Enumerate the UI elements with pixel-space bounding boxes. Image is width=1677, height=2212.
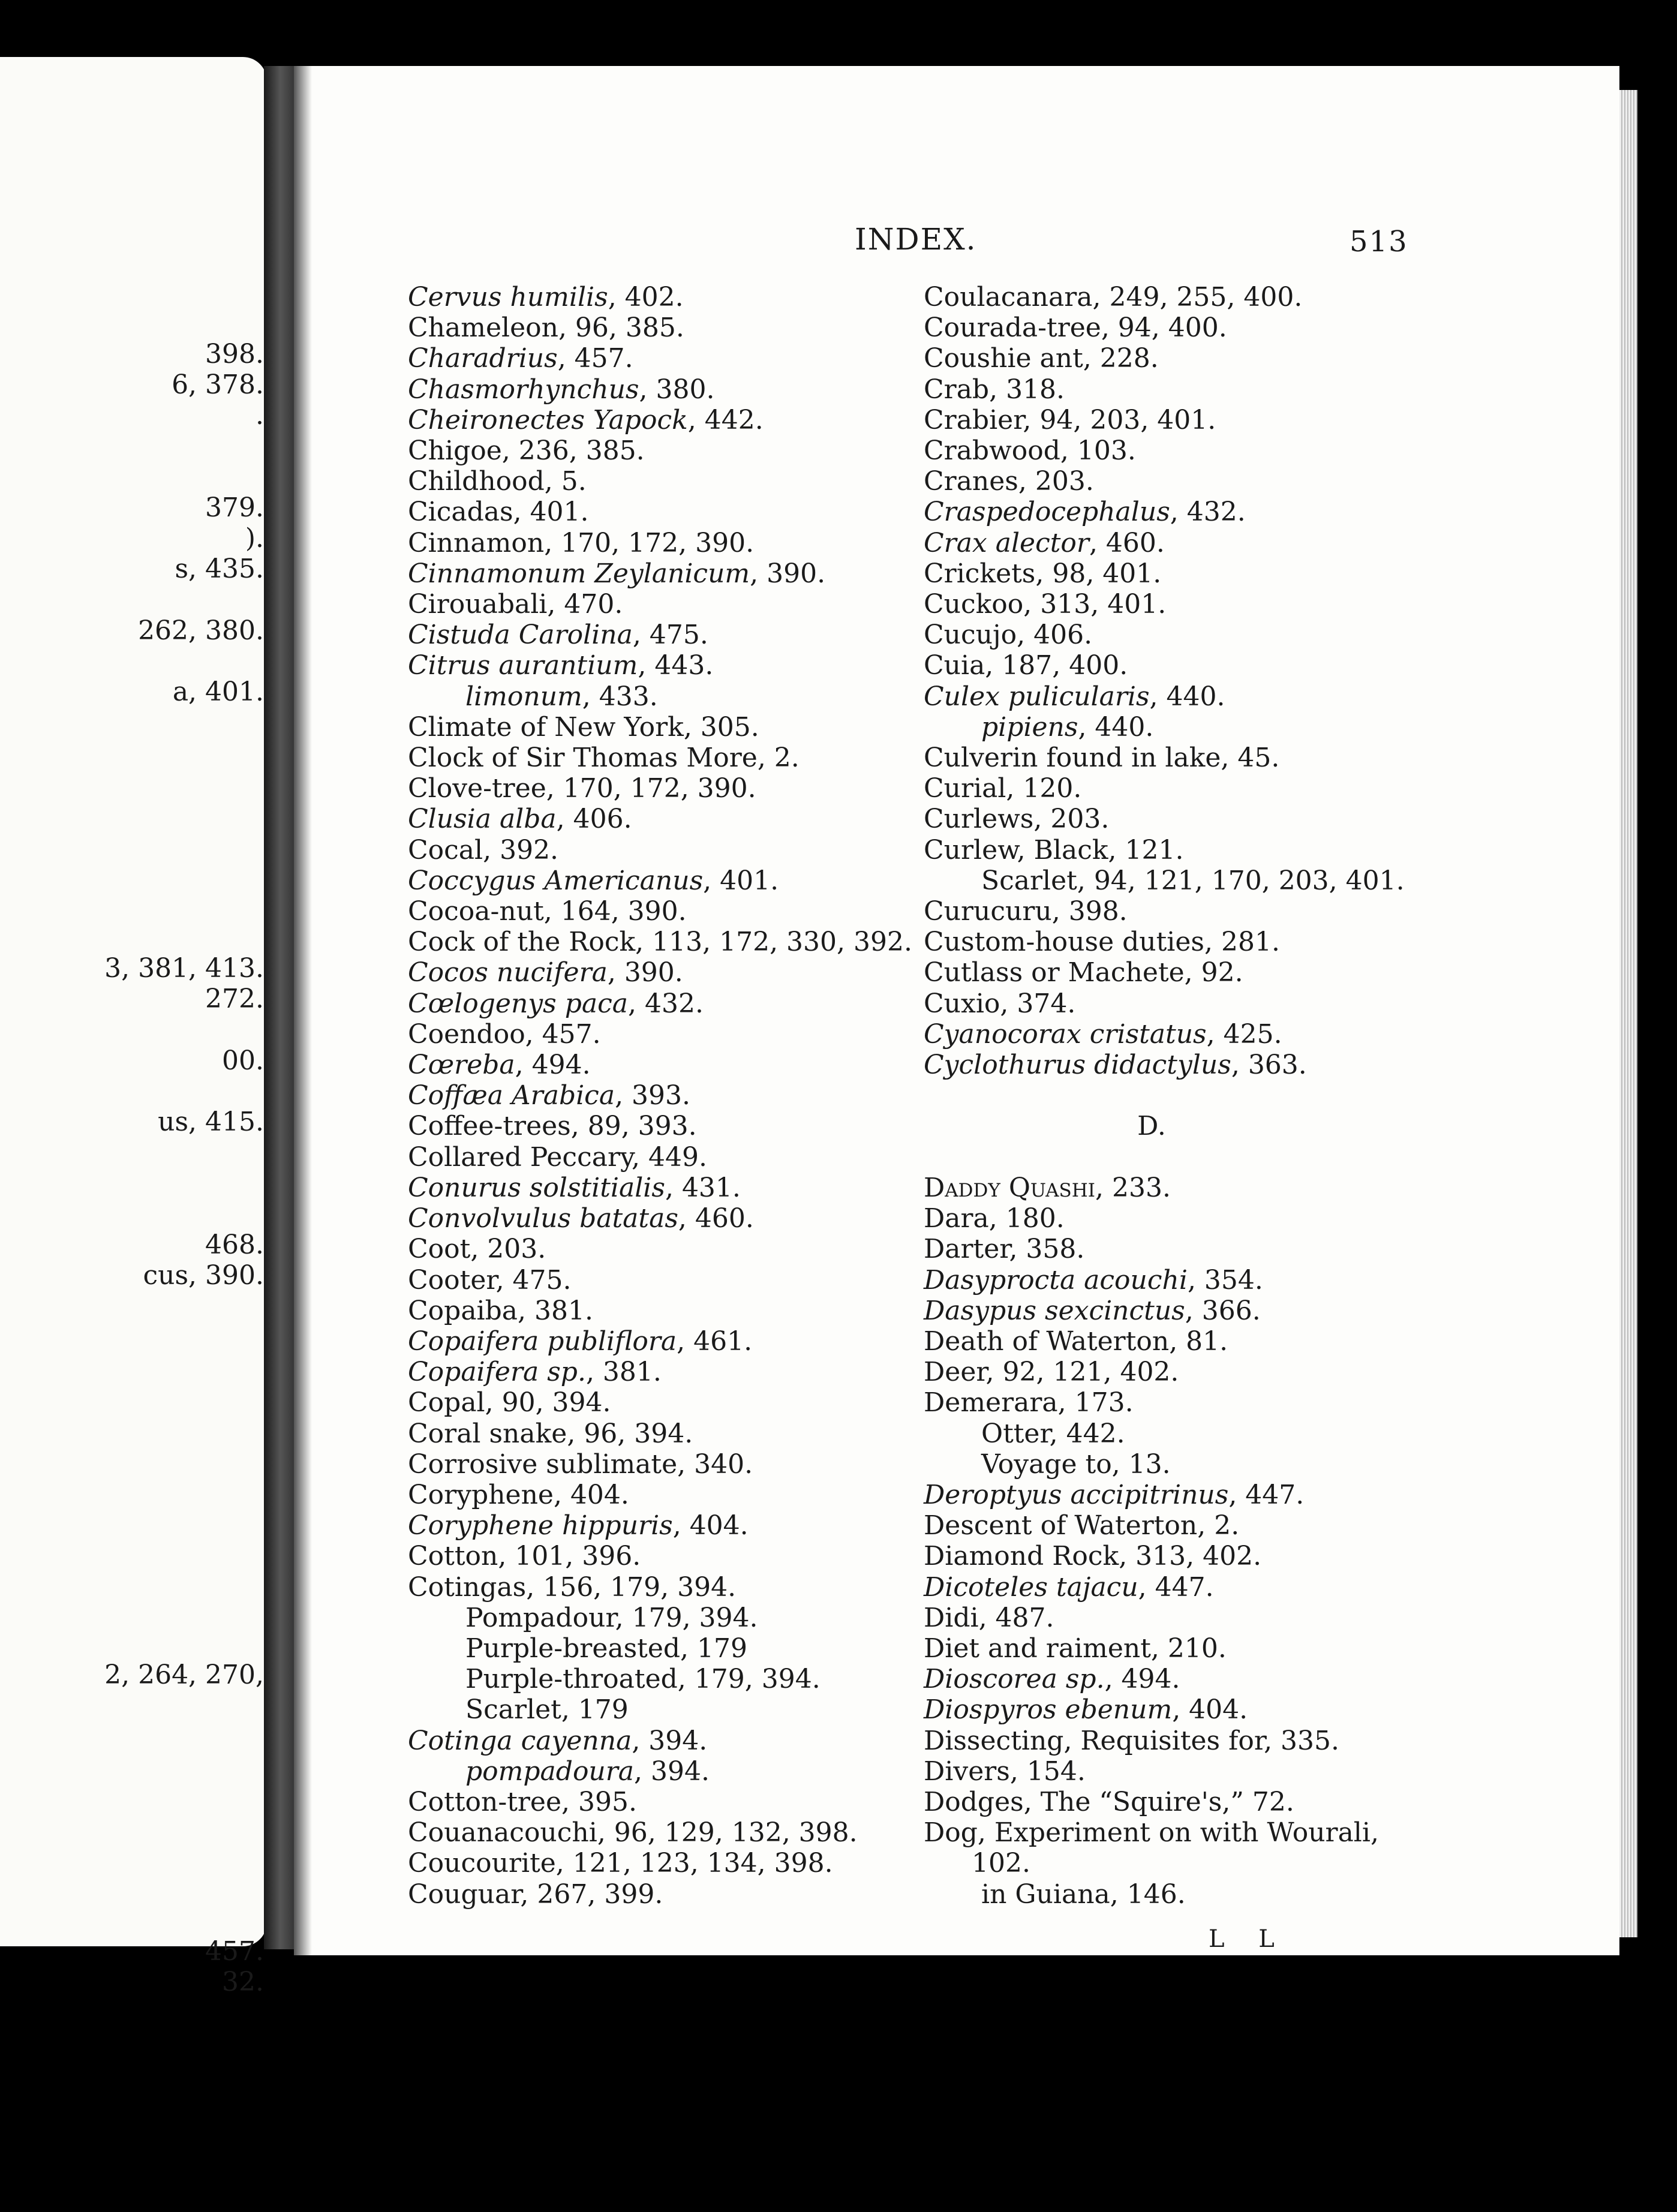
index-entry: Coral snake, 96, 394. — [408, 1418, 693, 1449]
index-entry: Diamond Rock, 313, 402. — [924, 1541, 1262, 1572]
entry-term-italic: Culex pulicularis — [924, 681, 1150, 712]
left-fragment — [0, 1813, 264, 1844]
entry-pages: , 440. — [1078, 711, 1154, 743]
signature-mark: L L — [1209, 1925, 1288, 1953]
index-entry: Clove-tree, 170, 172, 390. — [408, 773, 756, 804]
left-fragment: cus, 390. — [143, 1260, 264, 1291]
entry-pages: , 363. — [1231, 1050, 1307, 1081]
left-fragment: 398. — [205, 339, 264, 369]
index-entry: Culverin found in lake, 45. — [924, 743, 1280, 774]
left-fragment — [0, 585, 264, 615]
index-entry: Coendoo, 457. — [408, 1018, 601, 1050]
index-entry — [408, 1080, 912, 1111]
entry-pages: , 442. — [687, 404, 764, 435]
index-entry — [408, 1203, 912, 1234]
entry-pages: , 394. — [634, 1756, 710, 1787]
left-fragment — [0, 1506, 264, 1537]
index-entry: Cocoa-nut, 164, 390. — [408, 896, 687, 927]
left-fragment — [0, 1567, 264, 1598]
index-entry — [408, 405, 912, 435]
entry-pages: , 380. — [639, 374, 715, 405]
entry-pages: , 447. — [1138, 1571, 1214, 1603]
left-fragment — [0, 892, 264, 922]
index-entry — [924, 1080, 1405, 1111]
index-entry: Crabwood, 103. — [924, 435, 1136, 467]
left-fragment — [0, 1721, 264, 1751]
index-entry: Cutlass or Machete, 92. — [924, 957, 1243, 988]
entry-term-italic: Cistuda Carolina — [408, 620, 633, 651]
index-entry: Cucujo, 406. — [924, 620, 1093, 651]
index-entry: Courada-tree, 94, 400. — [924, 312, 1227, 344]
index-entry: Cotingas, 156, 179, 394. — [408, 1571, 737, 1603]
entry-pages: , 494. — [515, 1050, 591, 1081]
index-entry: Coulacanara, 249, 255, 400. — [924, 282, 1303, 312]
index-entry: Curlews, 203. — [924, 804, 1110, 835]
index-entry: Childhood, 5. — [408, 466, 587, 497]
entry-term-italic: Copaifera publiflora — [408, 1326, 677, 1357]
index-entry: Descent of Waterton, 2. — [924, 1510, 1240, 1541]
index-entry: Cicadas, 401. — [408, 497, 589, 528]
left-fragment: 2, 264, 270, — [104, 1659, 264, 1690]
entry-pages: , 390. — [750, 558, 826, 589]
index-entry — [924, 1296, 1405, 1326]
index-entry — [408, 620, 912, 650]
index-entry: Coot, 203. — [408, 1234, 546, 1265]
gutter-shadow — [294, 66, 312, 1955]
page-number: 513 — [1350, 225, 1408, 259]
left-fragment: . — [256, 400, 264, 431]
entry-term-italic: Dasyprocta acouchi — [924, 1264, 1188, 1296]
left-fragment: ). — [245, 523, 264, 554]
index-entry — [924, 1694, 1405, 1725]
index-entry — [924, 1664, 1405, 1694]
left-fragment: 468. — [205, 1229, 264, 1260]
index-entry: Darter, 358. — [924, 1234, 1085, 1265]
left-fragment: s, 435. — [175, 554, 264, 585]
left-fragment: 3, 381, 413. — [104, 953, 264, 984]
entry-term-italic: Citrus aurantium — [408, 650, 638, 681]
entry-pages: , 475. — [632, 620, 708, 651]
index-entry: Didi, 487. — [924, 1602, 1054, 1633]
index-entry: in Guiana, 146. — [981, 1879, 1186, 1910]
index-entry: Copal, 90, 394. — [408, 1387, 611, 1418]
index-entry: Cock of the Rock, 113, 172, 330, 392. — [408, 927, 912, 958]
left-fragment — [0, 861, 264, 891]
index-entry: Curial, 120. — [924, 773, 1082, 804]
index-entry: Cotton-tree, 395. — [408, 1786, 637, 1817]
index-entry: Coryphene, 404. — [408, 1479, 629, 1510]
index-entry: Cocal, 392. — [408, 834, 559, 865]
entry-pages: , 432. — [1170, 497, 1246, 528]
left-fragment — [0, 1291, 264, 1321]
entry-term-italic: Coccygus Americanus — [408, 865, 704, 896]
left-fragment — [0, 830, 264, 861]
index-entry: 102. — [972, 1848, 1030, 1879]
left-fragment — [0, 1874, 264, 1905]
entry-term-smallcaps: Daddy Quashi — [924, 1172, 1095, 1203]
index-entry: Death of Waterton, 81. — [924, 1326, 1228, 1357]
index-entry — [924, 681, 1405, 712]
index-entry — [408, 1510, 912, 1541]
index-column-1 — [408, 282, 912, 1910]
left-fragment: a, 401. — [172, 677, 264, 708]
index-entry — [924, 1480, 1405, 1510]
left-fragment — [0, 1598, 264, 1628]
left-fragment: 272. — [205, 984, 264, 1015]
index-entry: Deer, 92, 121, 402. — [924, 1357, 1179, 1388]
entry-term-italic: Clusia alba — [408, 804, 557, 835]
left-fragment — [0, 646, 264, 677]
entry-term-italic: Convolvulus batatas — [408, 1203, 678, 1234]
index-entry: Cirouabali, 470. — [408, 589, 623, 620]
entry-term-italic: Deroptyus accipitrinus — [924, 1479, 1229, 1510]
entry-pages: , 402. — [608, 282, 684, 312]
entry-term-italic: Cotinga cayenna — [408, 1725, 632, 1756]
entry-term-italic: pipiens — [981, 711, 1078, 743]
index-entry: Scarlet, 94, 121, 170, 203, 401. — [981, 865, 1405, 896]
entry-term-italic: Coryphene hippuris — [408, 1510, 673, 1541]
entry-pages: , 443. — [638, 650, 714, 681]
index-entry — [408, 988, 912, 1019]
index-entry: Collared Peccary, 449. — [408, 1141, 707, 1173]
left-fragment — [0, 1199, 264, 1230]
left-fragment — [0, 1629, 264, 1660]
left-fragment — [0, 1168, 264, 1198]
entry-pages: , 354. — [1187, 1264, 1263, 1296]
entry-pages: , 233. — [1095, 1172, 1171, 1203]
index-entry: Curucuru, 398. — [924, 896, 1128, 927]
entry-pages: , 461. — [677, 1326, 753, 1357]
entry-pages: , 406. — [556, 804, 632, 835]
index-entry: Curlew, Black, 121. — [924, 834, 1184, 865]
index-entry: Chameleon, 96, 385. — [408, 312, 684, 344]
entry-term-italic: Dasypus sexcinctus — [924, 1295, 1185, 1326]
entry-term-italic: Diospyros ebenum — [924, 1694, 1173, 1726]
entry-term-italic: Chasmorhynchus — [408, 374, 639, 405]
index-entry: Cinnamon, 170, 172, 390. — [408, 527, 755, 558]
left-fragment: 32. — [222, 1966, 264, 1997]
left-fragment: 6, 378. — [172, 369, 264, 401]
entry-term-italic: Crax alector — [924, 527, 1089, 558]
index-entry: Climate of New York, 305. — [408, 711, 759, 743]
index-entry — [924, 497, 1405, 527]
entry-pages: , 425. — [1206, 1018, 1282, 1050]
index-entry — [924, 1173, 1405, 1203]
index-entry — [408, 1357, 912, 1387]
left-fragment — [0, 738, 264, 769]
index-entry: Diet and raiment, 210. — [924, 1633, 1227, 1664]
left-fragment — [0, 707, 264, 738]
index-entry: Dissecting, Requisites for, 335. — [924, 1725, 1340, 1756]
entry-term-italic: Cœlogenys paca — [408, 988, 628, 1019]
entry-pages: , 404. — [672, 1510, 749, 1541]
entry-term-italic: Coffæa Arabica — [408, 1080, 615, 1111]
index-entry: Crab, 318. — [924, 374, 1065, 405]
index-entry: Crickets, 98, 401. — [924, 558, 1162, 589]
index-entry: Cuckoo, 313, 401. — [924, 589, 1167, 620]
index-entry: Dodges, The “Squire's,” 72. — [924, 1786, 1294, 1817]
index-entry — [924, 1572, 1405, 1603]
left-page — [0, 57, 267, 1997]
index-entry: Pompadour, 179, 394. — [465, 1602, 758, 1633]
left-fragment — [0, 1014, 264, 1045]
entry-term-italic: Dioscorea sp. — [924, 1664, 1105, 1695]
index-entry: Divers, 154. — [924, 1756, 1086, 1787]
left-fragment — [0, 1844, 264, 1874]
left-fragment — [0, 431, 264, 462]
index-entry: Dara, 180. — [924, 1203, 1065, 1234]
entry-pages: , 393. — [615, 1080, 691, 1111]
index-entry: Cotton, 101, 396. — [408, 1541, 641, 1572]
index-entry: Clock of Sir Thomas More, 2. — [408, 743, 800, 774]
entry-pages: , 494. — [1104, 1664, 1180, 1695]
left-fragment — [0, 1444, 264, 1475]
section-heading: D. — [1137, 1111, 1166, 1142]
index-entry — [408, 1756, 912, 1787]
index-entry — [924, 1050, 1405, 1080]
index-entry — [408, 343, 912, 374]
entry-term-italic: Conurus solstitialis — [408, 1172, 665, 1203]
index-entry: Couguar, 267, 399. — [408, 1879, 663, 1910]
index-entry — [924, 528, 1405, 558]
left-fragment — [0, 1537, 264, 1567]
index-entry — [924, 1142, 1405, 1173]
page-edges — [1619, 90, 1637, 1937]
left-fragment: 457. — [205, 1936, 264, 1967]
index-entry — [408, 865, 912, 896]
entry-term-italic: limonum — [465, 681, 582, 712]
index-entry: Corrosive sublimate, 340. — [408, 1448, 753, 1480]
index-entry — [408, 374, 912, 405]
index-column-2 — [924, 282, 1405, 1910]
left-fragment: 379. — [205, 492, 264, 524]
index-entry: Crabier, 94, 203, 401. — [924, 404, 1216, 435]
entry-pages: , 390. — [607, 957, 683, 988]
index-entry — [408, 1050, 912, 1080]
left-fragment — [0, 1475, 264, 1506]
entry-term-italic: Copaifera sp. — [408, 1357, 586, 1388]
left-fragment: us, 415. — [158, 1107, 264, 1138]
left-fragment — [0, 462, 264, 492]
index-entry: Coushie ant, 228. — [924, 343, 1159, 374]
index-entry — [924, 712, 1405, 743]
entry-pages: , 460. — [1089, 527, 1165, 558]
entry-pages: , 432. — [627, 988, 704, 1019]
index-entry — [408, 804, 912, 834]
entry-term-italic: Cervus humilis — [408, 282, 608, 312]
index-entry: Cooter, 475. — [408, 1264, 572, 1296]
left-fragment: 00. — [222, 1045, 264, 1076]
index-entry: Coffee-trees, 89, 393. — [408, 1111, 697, 1142]
left-fragment — [0, 800, 264, 830]
entry-pages: , 440. — [1149, 681, 1225, 712]
entry-pages: , 401. — [703, 865, 779, 896]
index-entry — [924, 1019, 1405, 1050]
entry-term-italic: Cocos nucifera — [408, 957, 608, 988]
index-entry: Couanacouchi, 96, 129, 132, 398. — [408, 1817, 858, 1849]
entry-pages: , 457. — [557, 343, 633, 374]
entry-term-italic: Cœreba — [408, 1050, 515, 1081]
index-entry: Purple-breasted, 179 — [465, 1633, 748, 1664]
entry-term-italic: Craspedocephalus — [924, 497, 1170, 528]
entry-term-italic: Cheironectes Yapock — [408, 404, 688, 435]
entry-term-italic: pompadoura — [465, 1756, 635, 1787]
left-fragment — [0, 1137, 264, 1168]
index-entry: Dog, Experiment on with Wourali, — [924, 1817, 1379, 1849]
left-fragment — [0, 769, 264, 800]
index-entry: Demerara, 173. — [924, 1387, 1134, 1418]
entry-term-italic: Cyanocorax cristatus — [924, 1018, 1207, 1050]
index-entry: Copaiba, 381. — [408, 1295, 593, 1326]
index-entry — [408, 681, 912, 712]
entry-term-italic: Charadrius — [408, 343, 558, 374]
entry-pages: , 460. — [678, 1203, 754, 1234]
entry-term-italic: Dicoteles tajacu — [924, 1571, 1138, 1603]
index-entry — [408, 957, 912, 988]
left-fragment — [0, 1905, 264, 1936]
left-fragment — [0, 1783, 264, 1813]
entry-pages: , 404. — [1172, 1694, 1248, 1726]
index-entry — [408, 1173, 912, 1203]
index-entry — [924, 1265, 1405, 1296]
left-fragment — [0, 922, 264, 953]
index-entry: Chigoe, 236, 385. — [408, 435, 645, 467]
entry-pages: , 431. — [665, 1172, 741, 1203]
entry-pages: , 381. — [585, 1357, 662, 1388]
index-entry: Voyage to, 13. — [981, 1448, 1171, 1480]
left-fragment — [0, 1076, 264, 1107]
index-entry — [408, 1326, 912, 1357]
entry-pages: , 433. — [582, 681, 658, 712]
entry-pages: , 447. — [1228, 1479, 1305, 1510]
left-page-fragments — [0, 339, 264, 1997]
left-fragment — [0, 1383, 264, 1414]
index-entry — [408, 558, 912, 589]
index-entry: Purple-throated, 179, 394. — [465, 1664, 821, 1695]
entry-pages: , 394. — [632, 1725, 708, 1756]
entry-term-italic: Cinnamonum Zeylanicum — [408, 558, 750, 589]
left-fragment — [0, 1414, 264, 1444]
index-entry: Cranes, 203. — [924, 466, 1094, 497]
left-fragment — [0, 1322, 264, 1353]
page-title: INDEX. — [855, 222, 977, 257]
entry-term-italic: Cyclothurus didactylus — [924, 1050, 1231, 1081]
index-entry — [408, 282, 912, 312]
index-entry: Custom-house duties, 281. — [924, 927, 1280, 958]
left-fragment — [0, 1690, 264, 1721]
index-entry: Coucourite, 121, 123, 134, 398. — [408, 1848, 833, 1879]
index-entry: Otter, 442. — [981, 1418, 1125, 1449]
left-fragment: 262, 380. — [138, 615, 264, 646]
index-entry: Scarlet, 179 — [465, 1694, 629, 1726]
index-entry — [408, 1726, 912, 1756]
index-entry: Cuia, 187, 400. — [924, 650, 1128, 681]
entry-pages: , 366. — [1185, 1295, 1261, 1326]
index-entry — [408, 650, 912, 681]
left-fragment — [0, 1751, 264, 1782]
left-fragment — [0, 1353, 264, 1383]
index-entry: Cuxio, 374. — [924, 988, 1076, 1019]
